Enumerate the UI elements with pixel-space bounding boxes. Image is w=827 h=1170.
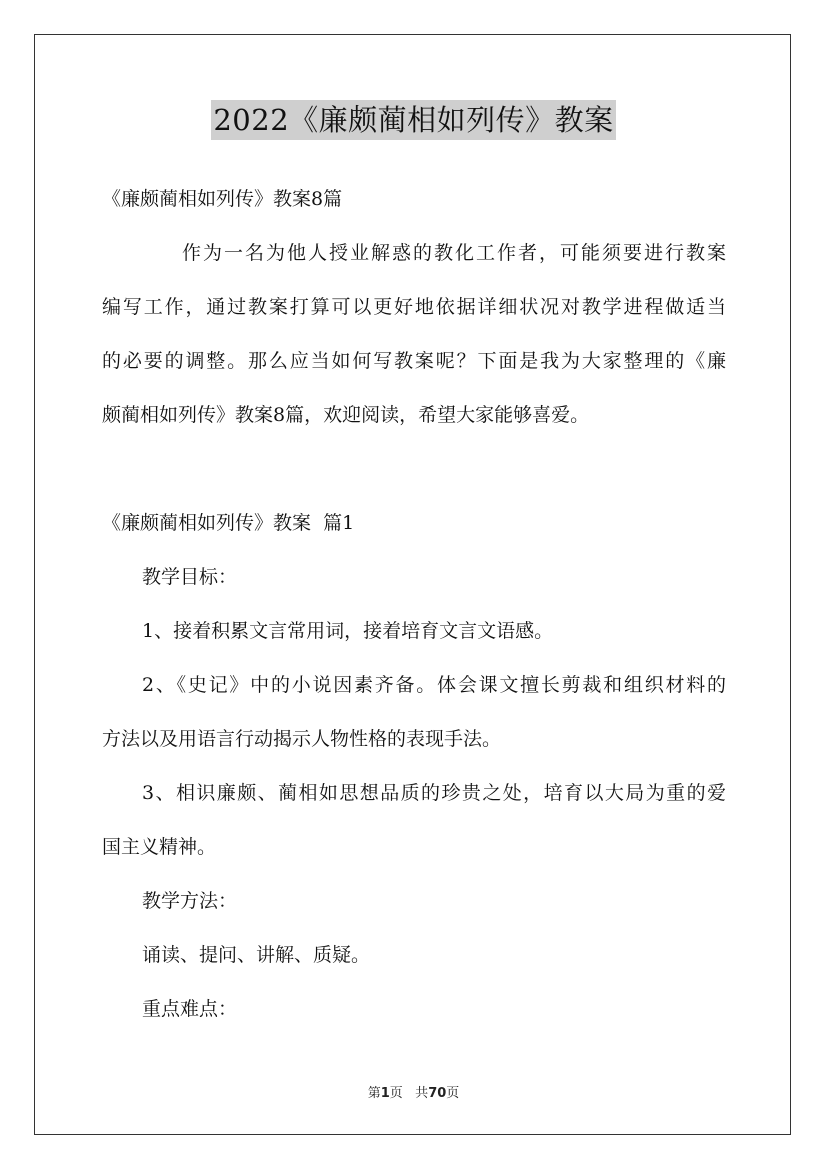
difficulty-label: 重点难点： (142, 998, 238, 1020)
goal-2-line-1: 2、《史记》中的小说因素齐备。体会课文擅长剪裁和组织材料的 (142, 674, 726, 696)
goal-2-line-2: 方法以及用语言行动揭示人物性格的表现手法。 (102, 728, 502, 750)
document-title: 2022《廉颇蔺相如列传》教案 (211, 100, 615, 140)
title-container (0, 100, 827, 140)
methods-text: 诵读、提问、讲解、质疑。 (142, 944, 371, 966)
intro-line-3: 的必要的调整。那么应当如何写教案呢？下面是我为大家整理的《廉 (102, 350, 726, 372)
total-suffix: 页 (446, 1086, 460, 1101)
goal-3-line-2: 国主义精神。 (102, 836, 217, 858)
page-number: 1 (380, 1086, 390, 1101)
page-suffix: 页 (389, 1086, 403, 1101)
page-prefix: 第 (367, 1086, 381, 1101)
subtitle: 《廉颇蔺相如列传》教案8篇 (102, 188, 343, 210)
intro-line-1: 作为一名为他人授业解惑的教化工作者，可能须要进行教案 (182, 242, 726, 264)
intro-line-2: 编写工作，通过教案打算可以更好地依据详细状况对教学进程做适当 (102, 296, 726, 318)
section-heading: 《廉颇蔺相如列传》教案 篇1 (102, 512, 355, 534)
goal-3-line-1: 3、相识廉颇、蔺相如思想品质的珍贵之处，培育以大局为重的爱 (142, 782, 726, 804)
goal-1: 1、接着积累文言常用词，接着培育文言文语感。 (142, 620, 554, 642)
page-footer (0, 1082, 827, 1101)
intro-line-4: 颇蔺相如列传》教案8篇，欢迎阅读，希望大家能够喜爱。 (102, 404, 590, 426)
goals-label: 教学目标： (142, 566, 238, 588)
methods-label: 教学方法： (142, 890, 238, 912)
blank-line (102, 442, 726, 496)
total-pages: 70 (428, 1086, 447, 1101)
document-body (102, 172, 726, 1036)
total-prefix: 共 (415, 1086, 429, 1101)
